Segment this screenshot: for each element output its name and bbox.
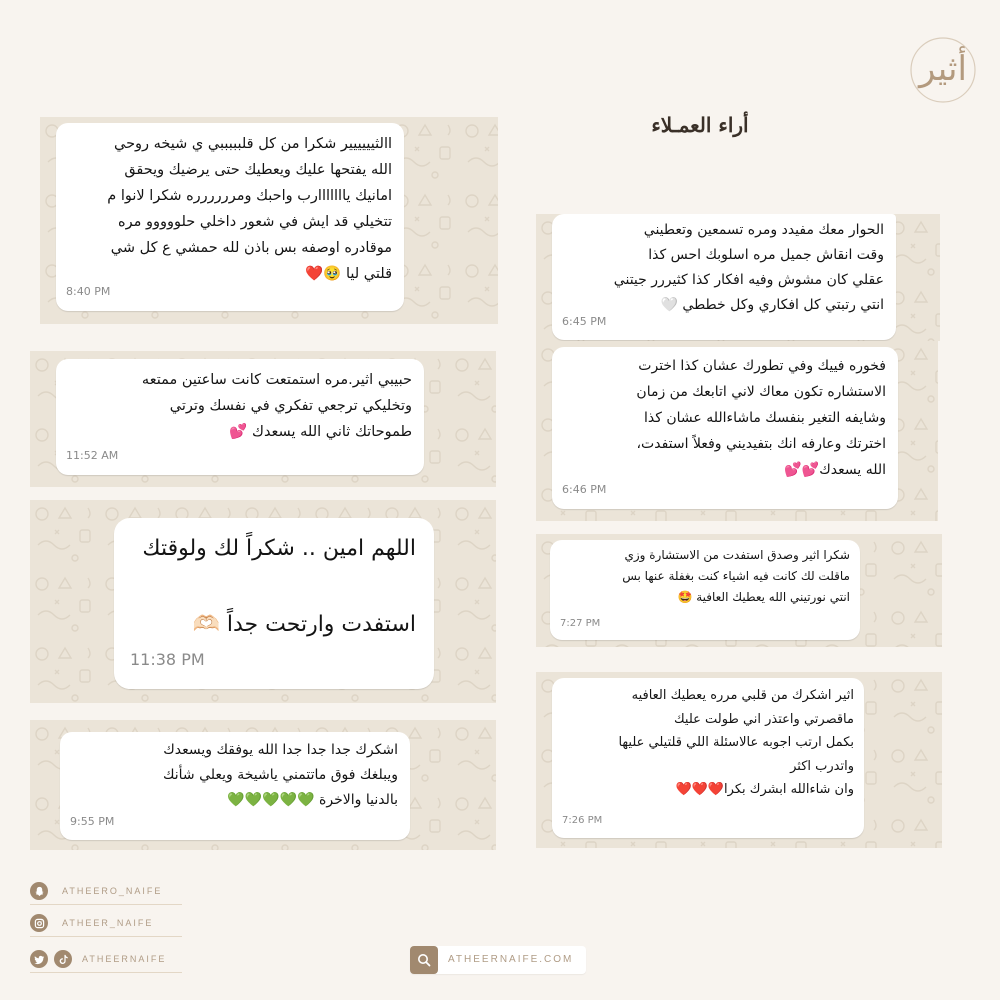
chat-screenshot-panel <box>30 351 496 487</box>
instagram-icon <box>30 914 48 932</box>
snapchat-icon <box>30 882 48 900</box>
snapchat-link[interactable] <box>30 878 182 905</box>
chat-screenshot-panel <box>40 117 498 324</box>
chat-screenshot-panel <box>536 214 940 341</box>
message-time: 6:46 PM <box>562 483 607 496</box>
website-label: ATHEERNAIFE.COM <box>448 954 574 965</box>
message-time: 6:45 PM <box>562 315 607 328</box>
social-label: ATHEER_NAIFE <box>62 918 154 928</box>
message-text: االثيييييير شكرا من كل قلبببببي ي شيخه روحي الله يفتحها عليك ويعطيك حتى يرضيك ويحقق امانيك يااااااارب واحبك ومرررررره شكرا لانوا م تتخيلي قد ايش في شعور داخلي حلووووو مره موقادره اوصفه بس باذن لله حمشي ع كل شي قلتي ليا 🥹❤️ <box>107 136 392 282</box>
brand-logo-text: أثير <box>919 49 967 89</box>
twitter-tiktok-link[interactable] <box>30 946 182 973</box>
chat-bubble <box>56 359 424 475</box>
tiktok-icon <box>54 950 72 968</box>
message-text: اشكرك جدا جدا جدا الله يوفقك ويسعدك ويبلغك فوق ماتتمني ياشيخة ويعلي شأنك بالدنيا والاخرة 💚💚💚💚💚 <box>162 742 398 808</box>
search-icon <box>410 946 438 974</box>
message-time: 11:52 AM <box>66 449 119 462</box>
chat-bubble <box>552 214 896 340</box>
message-time: 11:38 PM <box>130 650 205 669</box>
chat-bubble <box>552 678 864 838</box>
chat-screenshot-panel <box>536 534 942 647</box>
message-text: الحوار معك مفيدد ومره تسمعين وتعطيني وقت انقاش جميل مره اسلوبك احس كذا عقلي كان مشوش وفيه افكار كذا كثيررر جيتني انتي رتبتي كل افكاري وكل خططي 🤍 <box>613 222 884 313</box>
chat-bubble <box>552 347 898 509</box>
brand-logo <box>900 20 986 112</box>
message-time: 8:40 PM <box>66 285 111 298</box>
chat-bubble <box>550 540 860 640</box>
message-time: 9:55 PM <box>70 815 115 828</box>
message-text: فخوره فييك وفي تطورك عشان كذا اخترت الاستشاره تكون معاك لاني اتابعك من زمان وشايفه التغير بنفسك ماشاءالله عشان كذا اخترتك وعارفه انك بتفيديني وفعلاً استفدت، الله يسعدك💕💕 <box>636 358 886 478</box>
chat-bubble <box>60 732 410 840</box>
chat-screenshot-panel <box>536 672 942 848</box>
instagram-link[interactable] <box>30 910 182 937</box>
message-time: 7:26 PM <box>562 814 603 826</box>
social-label: ATHEERO_NAIFE <box>62 886 163 896</box>
message-text: اثير اشكرك من قلبي مرره يعطيك العافيه ماقصرتي واعتذر اني طولت عليك بكمل ارتب اجوبه عالاسئلة اللي قلتيلي عليها واتدرب اكثر وان شاءالله ابشرك بكرا❤️❤️❤️ <box>618 688 854 797</box>
message-time: 7:27 PM <box>560 618 601 629</box>
message-text: حبيبي اثير.مره استمتعت كانت ساعتين ممتعه وتخليكي ترجعي تفكري في نفسك وترتي طموحاتك ثاني الله يسعدك 💕 <box>141 372 412 440</box>
chat-screenshot-panel <box>30 500 496 703</box>
chat-bubble <box>56 123 404 311</box>
message-text: اللهم امين .. شكراً لك ولوقتك استفدت وارتحت جداً 🫶🏻 <box>142 536 416 637</box>
twitter-icon <box>30 950 48 968</box>
page-title: أراء العمـلاء <box>651 113 749 137</box>
chat-screenshot-panel <box>536 341 938 521</box>
chat-bubble <box>114 518 434 689</box>
chat-screenshot-panel <box>30 720 496 850</box>
message-text: شكرا اثير وصدق استفدت من الاستشارة وزي ماقلت لك كانت فيه اشياء كنت بغفلة عنها بس انتي نورتيني الله يعطيك العافية 🤩 <box>622 548 850 604</box>
website-link[interactable] <box>410 946 586 974</box>
social-label: ATHEERNAIFE <box>82 954 167 964</box>
